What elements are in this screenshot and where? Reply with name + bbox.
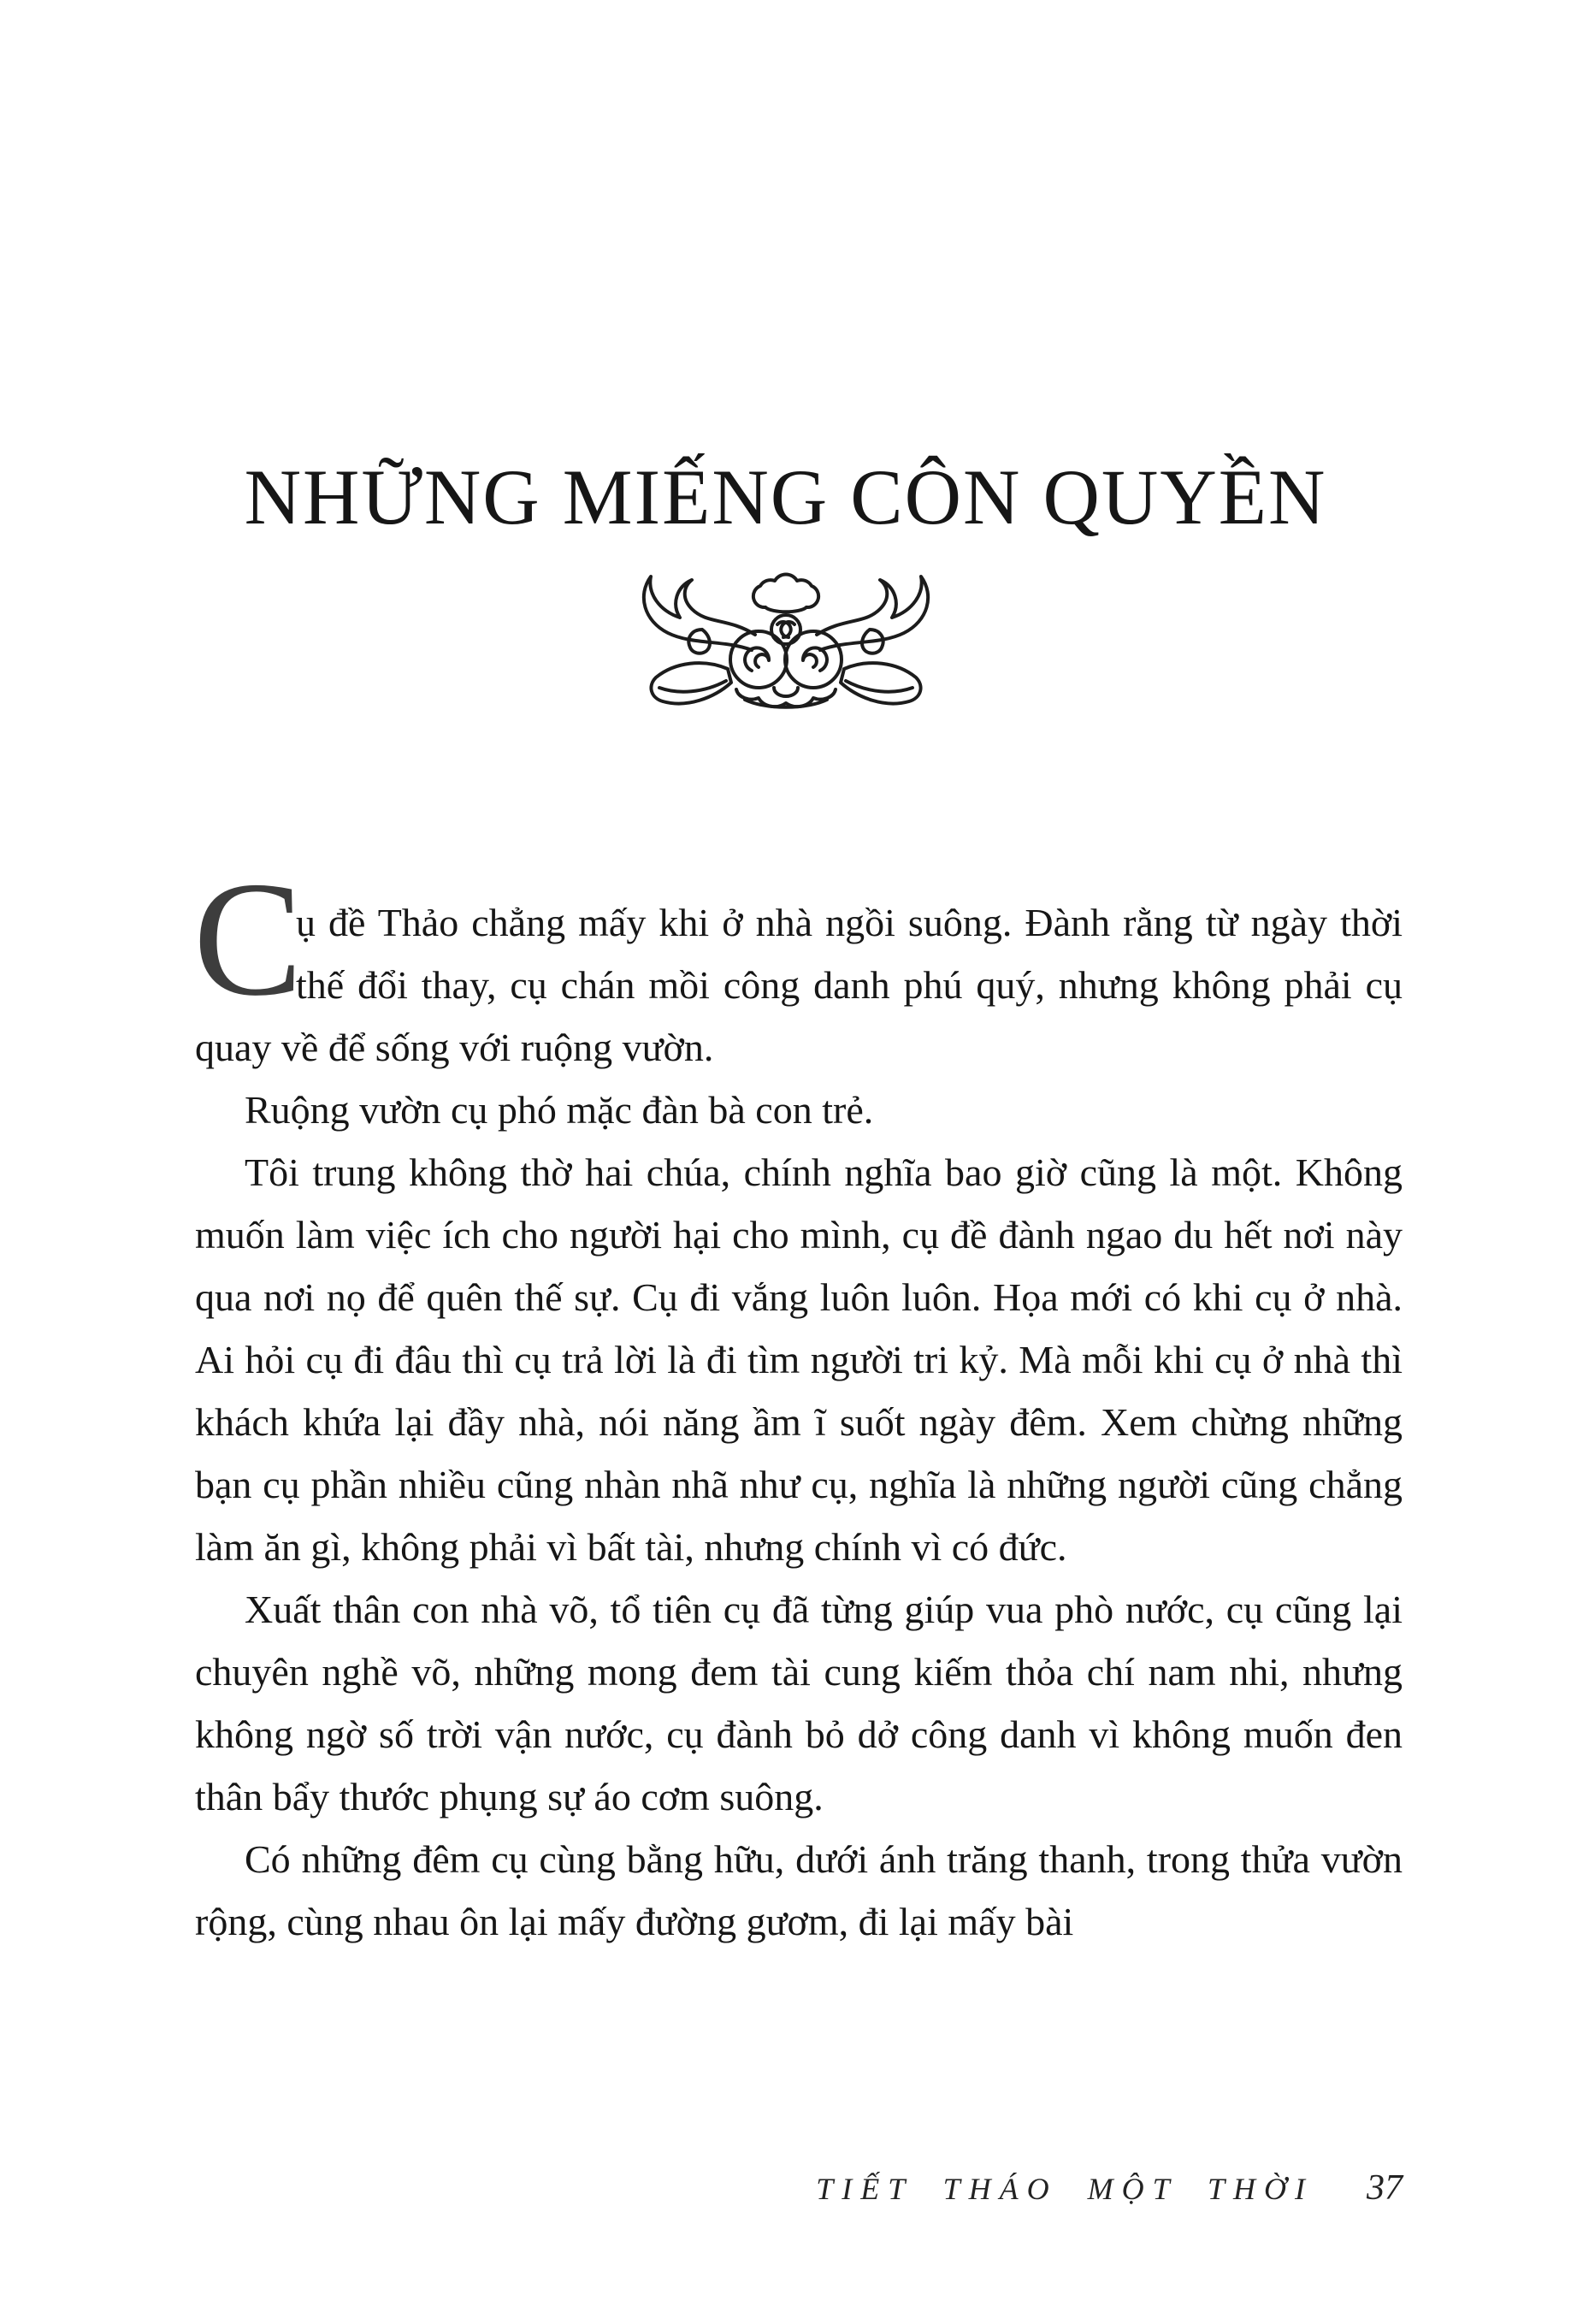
drop-cap-spacer — [195, 891, 296, 1016]
chapter-title: NHỮNG MIẾNG CÔN QUYỀN — [244, 453, 1327, 541]
page-number: 37 — [1367, 2168, 1403, 2208]
paragraph-3: Tôi trung không thờ hai chúa, chính nghĩa bao giờ cũng là một. Không muốn làm việc ích cho người hại cho mình, cụ đề đành ngao du hết nơi này qua nơi nọ để quên thế sự. Cụ đi vắng luôn luôn. Họa mới có khi cụ ở nhà. Ai hỏi cụ đi đâu thì cụ trả lời là đi tìm người tri kỷ. Mà mỗi khi cụ ở nhà thì khách khứa lại đầy nhà, nói năng ầm ĩ suốt ngày đêm. Xem chừng những bạn cụ phần nhiều cũng nhàn nhã như cụ, nghĩa là những người cũng chẳng làm ăn gì, không phải vì bất tài, nhưng chính vì có đức. — [195, 1150, 1403, 1569]
drop-cap: C — [193, 848, 304, 1030]
floral-crown-ornament-icon — [615, 568, 957, 715]
page-footer — [816, 2167, 1403, 2209]
paragraph-1 — [195, 891, 1403, 1079]
running-title: TIẾT THÁO MỘT THỜI — [816, 2172, 1314, 2206]
ornament-container — [0, 568, 1571, 715]
paragraph-2: Ruộng vườn cụ phó mặc đàn bà con trẻ. — [245, 1088, 874, 1132]
paragraph-1-text: ụ đề Thảo chẳng mấy khi ở nhà ngồi suông. Đành rằng từ ngày thời thế đổi thay, cụ chán mồi công danh phú quý, nhưng không phải cụ quay về để sống với ruộng vườn. — [195, 901, 1403, 1069]
body-text — [195, 891, 1403, 1953]
paragraph-5: Có những đêm cụ cùng bằng hữu, dưới ánh trăng thanh, trong thửa vườn rộng, cùng nhau ôn lại mấy đường gươm, đi lại mấy bài — [195, 1837, 1403, 1943]
paragraph-4: Xuất thân con nhà võ, tổ tiên cụ đã từng giúp vua phò nước, cụ cũng lại chuyên nghề võ, những mong đem tài cung kiếm thỏa chí nam nhi, nhưng không ngờ số trời vận nước, cụ đành bỏ dở công danh vì không muốn đen thân bẩy thước phụng sự áo cơm suông. — [195, 1588, 1403, 1818]
